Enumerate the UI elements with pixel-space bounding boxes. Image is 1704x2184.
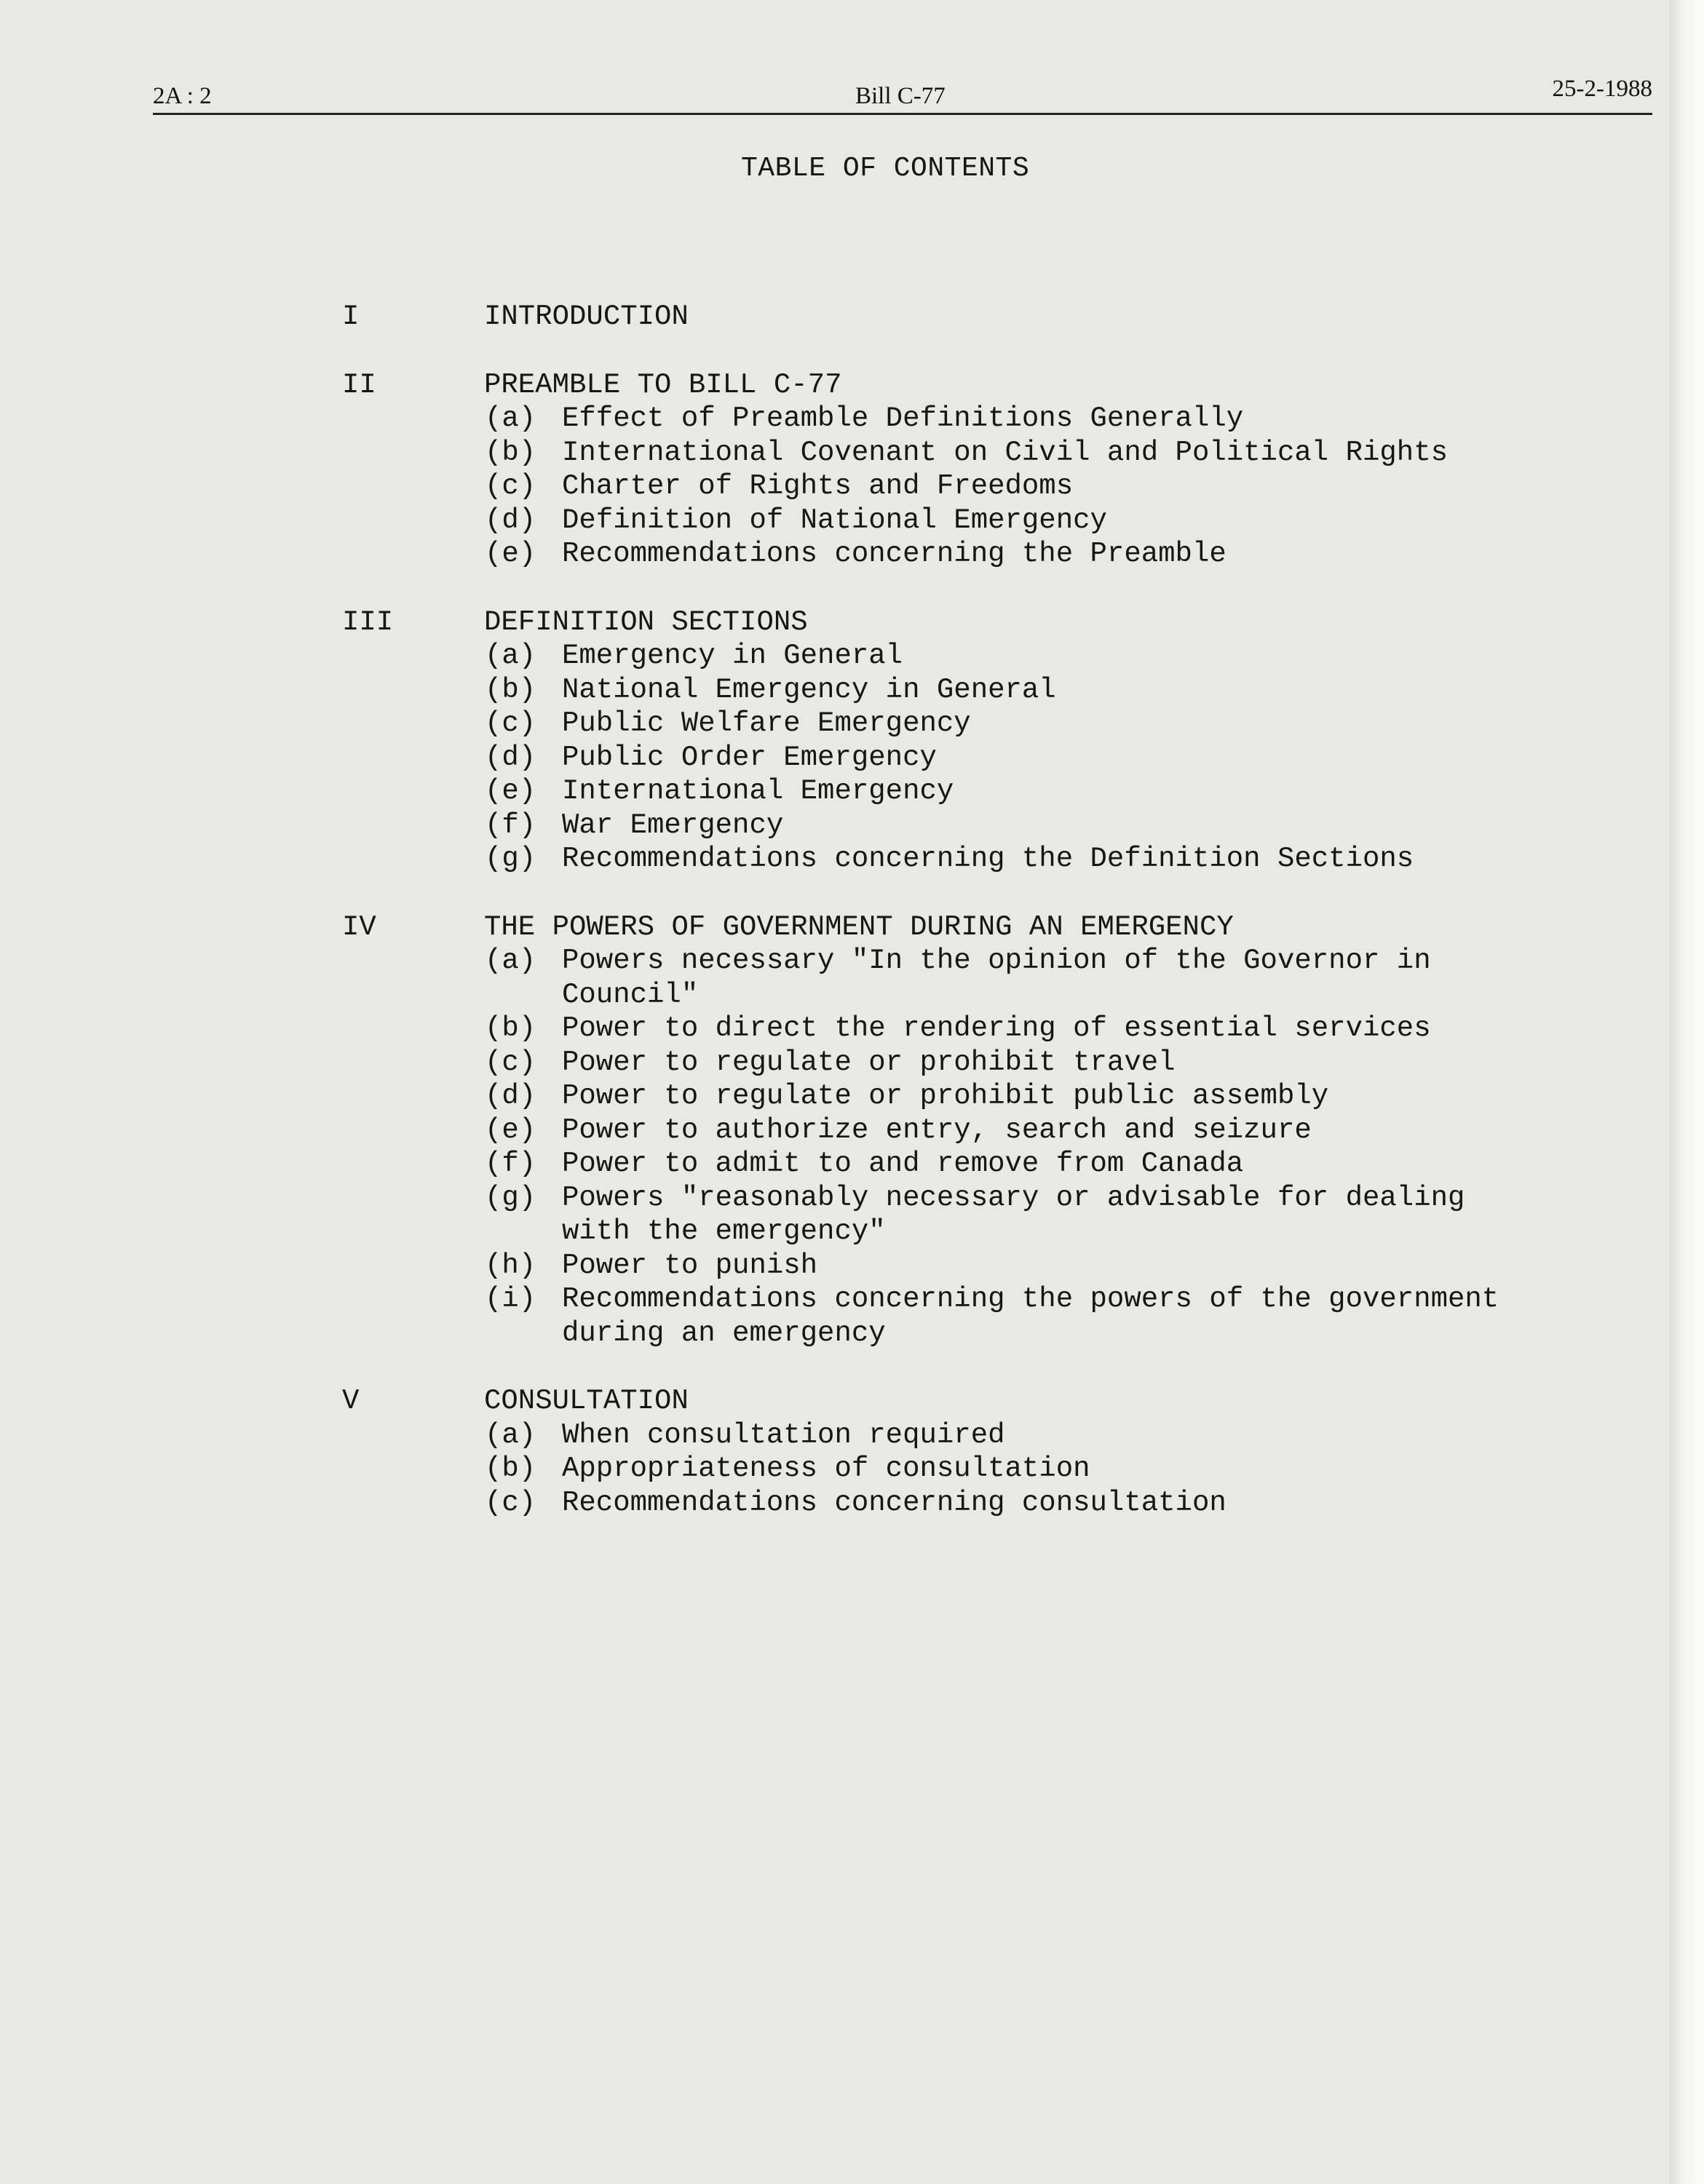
section-heading-row xyxy=(342,605,1550,640)
toc-item xyxy=(342,1282,1550,1350)
header-rule xyxy=(153,113,1652,115)
toc-section xyxy=(342,910,1550,1351)
item-letter: (g) xyxy=(485,843,536,875)
page-edge xyxy=(1669,0,1704,2184)
item-text: Public Order Emergency xyxy=(562,741,937,774)
section-heading: DEFINITION SECTIONS xyxy=(484,605,808,638)
item-letter: (b) xyxy=(485,1453,536,1485)
item-letter: (c) xyxy=(485,1486,536,1519)
item-text: Effect of Preamble Definitions Generally xyxy=(562,402,1244,434)
section-numeral: I xyxy=(342,301,360,333)
item-letter: (d) xyxy=(485,504,536,536)
item-letter: (e) xyxy=(485,775,536,807)
section-heading: CONSULTATION xyxy=(484,1385,689,1417)
toc-item xyxy=(342,402,1550,436)
item-text: Recommendations concerning the Definition Sections xyxy=(562,843,1414,875)
toc-title: TABLE OF CONTENTS xyxy=(741,153,1030,184)
item-text: Recommendations concerning the powers of the government during an emergency xyxy=(562,1283,1516,1349)
toc-item xyxy=(342,1486,1550,1520)
item-text: Power to admit to and remove from Canada xyxy=(562,1148,1244,1180)
item-text: Definition of National Emergency xyxy=(562,504,1107,536)
item-letter: (b) xyxy=(485,1012,536,1044)
toc-item xyxy=(342,469,1550,504)
toc-item xyxy=(342,1452,1550,1486)
item-letter: (a) xyxy=(485,640,536,672)
section-heading: INTRODUCTION xyxy=(484,301,689,333)
item-letter: (d) xyxy=(485,1080,536,1112)
section-heading-row xyxy=(342,368,1550,402)
item-letter: (e) xyxy=(485,538,536,570)
toc-item xyxy=(342,707,1550,741)
toc-item xyxy=(342,639,1550,673)
item-letter: (i) xyxy=(485,1283,536,1315)
item-letter: (f) xyxy=(485,809,536,841)
header-date: 25-2-1988 xyxy=(1552,76,1652,102)
item-letter: (c) xyxy=(485,470,536,502)
toc-item xyxy=(342,1418,1550,1453)
item-letter: (a) xyxy=(485,945,536,977)
toc-section xyxy=(342,300,1550,334)
item-text: Appropriateness of consultation xyxy=(562,1453,1090,1485)
item-text: Recommendations concerning the Preamble xyxy=(562,538,1227,570)
item-text: Public Welfare Emergency xyxy=(562,707,971,739)
item-text: Powers necessary "In the opinion of the Governor in Council" xyxy=(562,945,1449,1011)
item-letter: (d) xyxy=(485,741,536,774)
item-text: Power to punish xyxy=(562,1249,818,1282)
page-reference: 2A : 2 xyxy=(153,83,212,109)
toc-item xyxy=(342,436,1550,470)
item-letter: (g) xyxy=(485,1181,536,1214)
item-letter: (e) xyxy=(485,1113,536,1146)
toc-section xyxy=(342,1384,1550,1520)
section-numeral: V xyxy=(342,1385,360,1417)
item-letter: (a) xyxy=(485,402,536,434)
toc-item xyxy=(342,1046,1550,1080)
item-letter: (a) xyxy=(485,1418,536,1451)
item-letter: (c) xyxy=(485,1046,536,1079)
item-letter: (h) xyxy=(485,1249,536,1282)
toc-item xyxy=(342,1249,1550,1283)
section-heading-row xyxy=(342,910,1550,945)
toc-item xyxy=(342,504,1550,538)
toc-item xyxy=(342,1181,1550,1249)
section-numeral: IV xyxy=(342,910,376,943)
section-heading: PREAMBLE TO BILL C-77 xyxy=(484,368,842,401)
item-text: Emergency in General xyxy=(562,640,903,672)
item-text: International Covenant on Civil and Political Rights xyxy=(562,436,1448,469)
toc-section xyxy=(342,368,1550,571)
item-text: When consultation required xyxy=(562,1418,1005,1451)
bill-name: Bill C-77 xyxy=(855,83,946,109)
toc-item xyxy=(342,1147,1550,1181)
item-letter: (f) xyxy=(485,1148,536,1180)
toc-item xyxy=(342,1012,1550,1046)
toc-item xyxy=(342,537,1550,571)
section-numeral: III xyxy=(342,605,394,638)
toc-section xyxy=(342,605,1550,876)
item-text: Charter of Rights and Freedoms xyxy=(562,470,1074,502)
toc-item xyxy=(342,809,1550,843)
section-heading: THE POWERS OF GOVERNMENT DURING AN EMERGENCY xyxy=(484,910,1234,943)
item-text: International Emergency xyxy=(562,775,954,807)
item-letter: (c) xyxy=(485,707,536,739)
item-text: Power to authorize entry, search and seizure xyxy=(562,1113,1312,1146)
section-heading-row xyxy=(342,1384,1550,1418)
toc-item xyxy=(342,1079,1550,1113)
toc-item xyxy=(342,944,1550,1012)
item-text: Power to regulate or prohibit travel xyxy=(562,1046,1176,1079)
item-text: Recommendations concerning consultation xyxy=(562,1486,1227,1519)
section-heading-row xyxy=(342,300,1550,334)
table-of-contents xyxy=(342,300,1550,1520)
item-letter: (b) xyxy=(485,436,536,469)
item-text: War Emergency xyxy=(562,809,784,841)
item-text: National Emergency in General xyxy=(562,673,1056,706)
toc-item xyxy=(342,774,1550,809)
item-text: Powers "reasonably necessary or advisable for dealing with the emergency" xyxy=(562,1181,1482,1247)
item-letter: (b) xyxy=(485,673,536,706)
item-text: Power to direct the rendering of essential services xyxy=(562,1012,1431,1044)
toc-item xyxy=(342,741,1550,775)
item-text: Power to regulate or prohibit public assembly xyxy=(562,1080,1329,1112)
toc-item xyxy=(342,1113,1550,1148)
toc-item xyxy=(342,842,1550,876)
toc-item xyxy=(342,673,1550,707)
section-numeral: II xyxy=(342,368,376,401)
